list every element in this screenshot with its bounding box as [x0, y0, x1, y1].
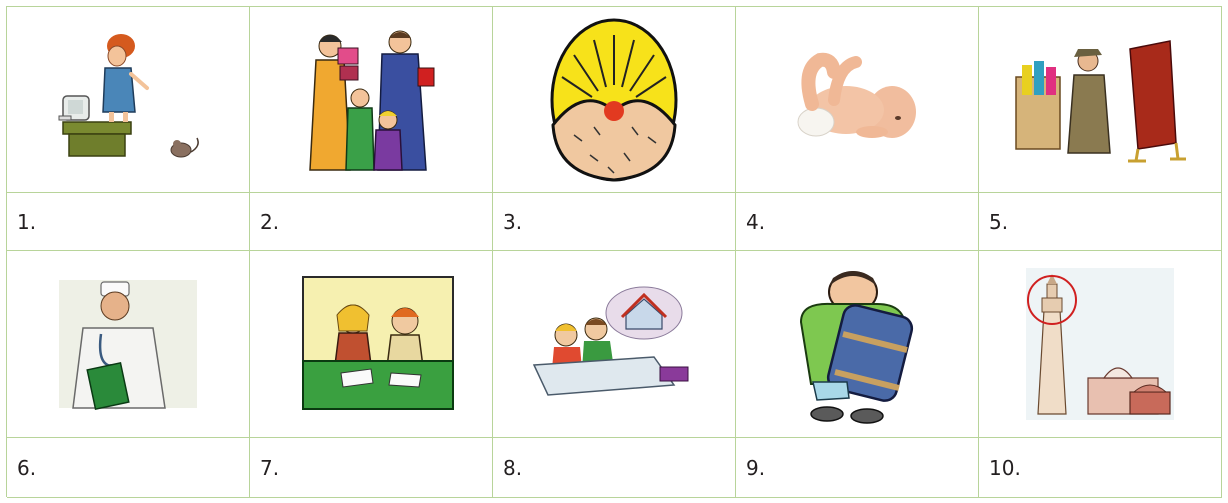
number-label-5: 5.: [979, 193, 1222, 251]
boy-barrel-illustration: [777, 264, 937, 424]
family-gifts-illustration: [286, 20, 456, 180]
woman-mouse-illustration: [43, 30, 213, 170]
picture-cell-9: [736, 251, 979, 438]
man-mirror-illustration: [1010, 35, 1190, 165]
picture-cell-4: [736, 7, 979, 193]
baby-illustration: [772, 40, 942, 160]
number-label-6: 6.: [7, 438, 250, 498]
picture-cell-5: [979, 7, 1222, 193]
picture-cell-1: [7, 7, 250, 193]
number-label-4: 4.: [736, 193, 979, 251]
picture-cell-2: [250, 7, 493, 193]
picture-cell-6: [7, 251, 250, 438]
doctor-illustration: [53, 274, 203, 414]
number-label-2: 2.: [250, 193, 493, 251]
picture-cell-10: [979, 251, 1222, 438]
number-label-3: 3.: [493, 193, 736, 251]
picture-cell-7: [250, 251, 493, 438]
number-label-1: 1.: [7, 193, 250, 251]
house-planning-illustration: [524, 279, 704, 409]
minaret-illustration: [1020, 264, 1180, 424]
picture-cell-8: [493, 251, 736, 438]
picture-cell-3: [493, 7, 736, 193]
sunrise-hills-illustration: [544, 15, 684, 185]
worksheet-grid: [6, 6, 1222, 497]
number-label-8: 8.: [493, 438, 736, 498]
number-label-10: 10.: [979, 438, 1222, 498]
students-desk-illustration: [281, 269, 461, 419]
number-label-9: 9.: [736, 438, 979, 498]
number-label-7: 7.: [250, 438, 493, 498]
